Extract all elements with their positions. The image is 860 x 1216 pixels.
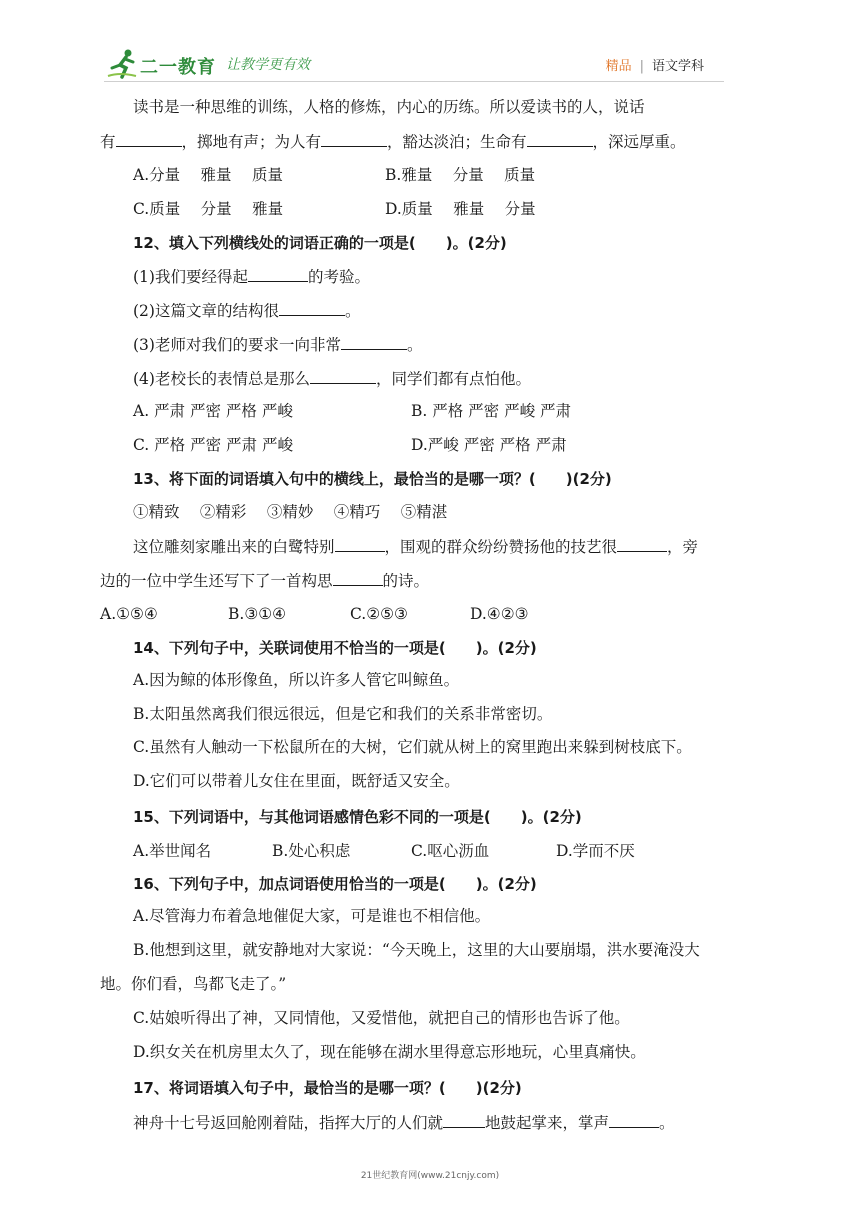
q13-option-b: B.③①④ bbox=[228, 605, 287, 623]
answer-blank[interactable] bbox=[321, 130, 387, 147]
quality-tag: 精品 bbox=[605, 59, 632, 74]
intro-option-a: A.分量 雅量 质量 bbox=[133, 166, 283, 184]
q14-option-b: B.太阳虽然离我们很远很远，但是它和我们的关系非常密切。 bbox=[133, 705, 553, 723]
logo bbox=[106, 46, 236, 82]
intro-line-2: 有 ，掷地有声；为人有 ，豁达淡泊；生命有 ，深远厚重。 bbox=[100, 130, 686, 153]
q13-option-a: A.①⑤④ bbox=[100, 605, 158, 623]
question-12-title: 12、填入下列横线处的词语正确的一项是( )。(2分) bbox=[133, 234, 507, 252]
answer-blank[interactable] bbox=[335, 535, 385, 552]
q12-option-b: B. 严格 严密 严峻 严肃 bbox=[411, 402, 572, 420]
subject-tag bbox=[606, 55, 704, 74]
q12-sentence-2: (2)这篇文章的结构很 。 bbox=[133, 299, 360, 322]
q13-word-list: ①精致 ②精彩 ③精妙 ④精巧 ⑤精湛 bbox=[133, 503, 448, 521]
q12-sentence-4: (4)老校长的表情总是那么 ，同学们都有点怕他。 bbox=[133, 367, 531, 390]
q16-option-b-line-2: 地。你们看，鸟都飞走了。” bbox=[100, 975, 287, 993]
q12-option-c: C. 严格 严密 严肃 严峻 bbox=[133, 436, 293, 454]
tag-divider: | bbox=[639, 59, 644, 74]
question-16-title: 16、下列句子中，加点词语使用恰当的一项是( )。(2分) bbox=[133, 875, 537, 893]
answer-blank[interactable] bbox=[333, 569, 383, 586]
q15-option-c: C.呕心沥血 bbox=[411, 842, 490, 860]
answer-blank[interactable] bbox=[341, 333, 407, 350]
runner-logo-icon bbox=[106, 46, 140, 80]
intro-option-b: B.雅量 分量 质量 bbox=[385, 166, 536, 184]
q16-option-c: C.姑娘听得出了神，又同情他，又爱惜他，就把自己的情形也告诉了他。 bbox=[133, 1009, 630, 1027]
question-15-title: 15、下列词语中，与其他词语感情色彩不同的一项是( )。(2分) bbox=[133, 808, 582, 826]
subject-label: 语文学科 bbox=[651, 59, 704, 74]
answer-blank[interactable] bbox=[609, 1111, 659, 1128]
q14-option-d: D.它们可以带着儿女住在里面，既舒适又安全。 bbox=[133, 772, 460, 790]
q15-option-b: B.处心积虑 bbox=[272, 842, 351, 860]
q16-option-a: A.尽管海力布着急地催促大家，可是谁也不相信他。 bbox=[133, 907, 491, 925]
intro-option-c: C.质量 分量 雅量 bbox=[133, 200, 284, 218]
question-17-title: 17、将词语填入句子中，最恰当的是哪一项？( )(2分) bbox=[133, 1079, 522, 1097]
page-header bbox=[0, 0, 860, 84]
q13-passage-line-1: 这位雕刻家雕出来的白鹭特别 ，围观的群众纷纷赞扬他的技艺很 ，旁 bbox=[133, 535, 698, 558]
logo-text: 二一教育 bbox=[140, 57, 216, 78]
q15-option-d: D.学而不厌 bbox=[556, 842, 635, 860]
q14-option-a: A.因为鲸的体形像鱼，所以许多人管它叫鲸鱼。 bbox=[133, 671, 460, 689]
q12-option-d: D.严峻 严密 严格 严肃 bbox=[411, 436, 567, 454]
answer-blank[interactable] bbox=[116, 130, 182, 147]
q17-passage: 神舟十七号返回舱刚着陆，指挥大厅的人们就 地鼓起掌来，掌声 。 bbox=[133, 1111, 675, 1134]
header-divider bbox=[104, 81, 724, 82]
page-footer: 21世纪教育网(www.21cnjy.com) bbox=[360, 1171, 500, 1181]
intro-option-d: D.质量 雅量 分量 bbox=[385, 200, 536, 218]
q13-passage-line-2: 边的一位中学生还写下了一首构思 的诗。 bbox=[100, 569, 429, 592]
answer-blank[interactable] bbox=[527, 130, 593, 147]
answer-blank[interactable] bbox=[443, 1111, 485, 1128]
question-13-title: 13、将下面的词语填入句中的横线上，最恰当的是哪一项？( )(2分) bbox=[133, 470, 612, 488]
q16-option-b-line-1: B.他想到这里，就安静地对大家说：“今天晚上，这里的大山要崩塌，洪水要淹没大 bbox=[133, 941, 700, 959]
question-14-title: 14、下列句子中，关联词使用不恰当的一项是( )。(2分) bbox=[133, 639, 537, 657]
answer-blank[interactable] bbox=[248, 265, 308, 282]
q16-option-d: D.织女关在机房里太久了，现在能够在湖水里得意忘形地玩，心里真痛快。 bbox=[133, 1043, 646, 1061]
q13-option-d: D.④②③ bbox=[470, 605, 529, 623]
q12-sentence-3: (3)老师对我们的要求一向非常 。 bbox=[133, 333, 422, 356]
q14-option-c: C.虽然有人触动一下松鼠所在的大树，它们就从树上的窝里跑出来躲到树枝底下。 bbox=[133, 738, 692, 756]
intro-line-1: 读书是一种思维的训练，人格的修炼，内心的历练。所以爱读书的人，说话 bbox=[133, 98, 645, 116]
q13-option-c: C.②⑤③ bbox=[350, 605, 408, 623]
answer-blank[interactable] bbox=[279, 299, 345, 316]
answer-blank[interactable] bbox=[310, 367, 376, 384]
answer-blank[interactable] bbox=[617, 535, 667, 552]
q15-option-a: A.举世闻名 bbox=[133, 842, 212, 860]
q12-sentence-1: (1)我们要经得起 的考验。 bbox=[133, 265, 370, 288]
q12-option-a: A. 严肃 严密 严格 严峻 bbox=[133, 402, 293, 420]
slogan: 让教学更有效 bbox=[226, 57, 310, 73]
